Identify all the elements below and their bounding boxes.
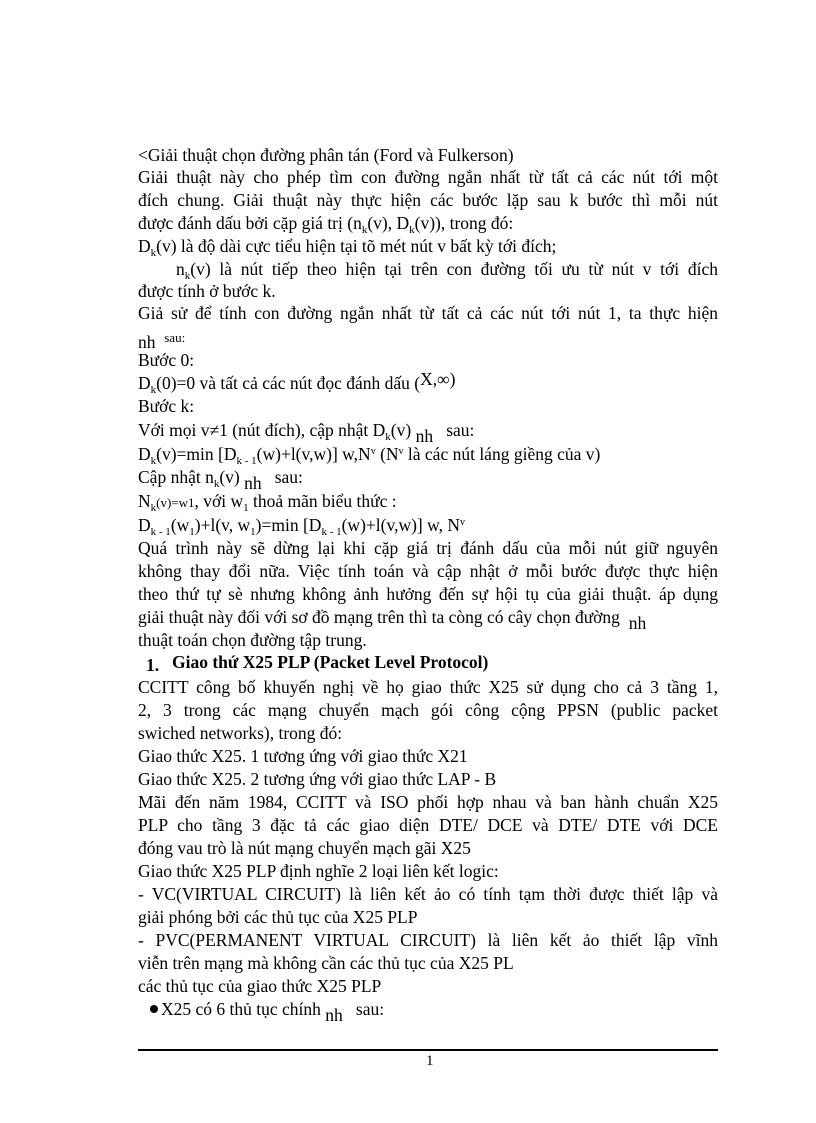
- paragraph-line: đích chung. Giải thuật này thực hiện các bước lặp sau k bước thì mỗi nút: [138, 190, 718, 210]
- bullet-icon: [150, 1005, 158, 1013]
- step-0-equation: $D_k(0)=0$ và tất cả các nút đọc đánh dấu (X,∞): [138, 369, 456, 396]
- paragraph-line: được tính ở bước k.: [138, 281, 276, 301]
- step-0-label: Bước 0:: [138, 350, 195, 370]
- update-n-line: Cập nhật $n_k(v)$ nh sau:: [138, 467, 303, 493]
- paragraph-line: không thay đổi nữa. Việc tính toán và cập nhật ở mỗi bước được thực hiện: [138, 561, 718, 581]
- algorithm-title: <Giải thuật chọn đường phân tán (Ford và Fulkerson): [138, 145, 514, 165]
- paragraph-line: được đánh dấu bởi cặp giá trị ($n_k(v)$, $D_k(v)$), trong đó:: [138, 213, 514, 236]
- vc-line: - VC(VIRTUAL CIRCUIT) là liên kết ảo có tính tạm thời được thiết lập và: [138, 884, 718, 904]
- footer-rule: [138, 1049, 718, 1051]
- pvc-line: các thủ tục của giao thức X25 PLP: [138, 976, 382, 996]
- vc-line: giải phóng bởi các thủ tục của X25 PLP: [138, 907, 418, 927]
- bullet-item: X25 có 6 thủ tục chính nh sau:: [150, 999, 718, 1019]
- paragraph-line: Giả sử để tính con đường ngắn nhất từ tất cả các nút tới nút 1, ta thực hiện: [138, 303, 718, 323]
- paragraph-line: PLP cho tầng 3 đặc tả các giao diện DTE/ DCE và DTE/ DTE với DCE: [138, 815, 718, 835]
- formula-d: $D_k(v)=\min$ $[D_{k - 1}(w)+l(v,w)]$ $w,N^v$ ($N^v$ là các nút láng giềng của v): [138, 444, 601, 467]
- paragraph-line: 2, 3 trong các mạng chuyển mạch gói công cộng PPSN (public packet: [138, 700, 718, 720]
- x25-2-line: Giao thức X25. 2 tương ứng với giao thức LAP - B: [138, 769, 497, 789]
- formula-min: $D_{k - 1}(w_1)+l(v$, $w_1)=\min$ $[D_{k - 1}(w)+l(v,w)]$ w, $N^v$: [138, 515, 466, 538]
- pvc-line: - PVC(PERMANENT VIRTUAL CIRCUIT) là liên kết ảo thiết lập vĩnh: [138, 930, 718, 950]
- paragraph-line: đóng vau trò là nút mạng chuyển mạch gãi X25: [138, 838, 471, 858]
- step-k-label: Bước k:: [138, 396, 195, 416]
- paragraph-line: Giao thức X25 PLP định nghĩe 2 loại liên kết logic:: [138, 861, 499, 881]
- paragraph-line: Quá trình này sẽ dừng lại khi cặp giá trị đánh dấu của mỗi nút giữ nguyên: [138, 538, 718, 558]
- formula-n: $N_k(v)=w1$, với $w_1$ thoả mãn biểu thức :: [138, 491, 397, 514]
- paragraph-line: nh sau:: [138, 330, 186, 352]
- update-d-line: Với mọi v≠1 (nút đích), cập nhật $D_k(v)$ nh sau:: [138, 420, 475, 446]
- definition-d: $D_k(v)$ là độ dài cực tiểu hiện tại tõ mét nút v bất kỳ tới đích;: [138, 236, 557, 259]
- paragraph-line: Giải thuật này cho phép tìm con đường ngắn nhất từ tất cả các nút tới một: [138, 167, 718, 187]
- page-number: 1: [426, 1053, 434, 1069]
- paragraph-line: theo thứ tự sè nhưng không ảnh hưởng đến sự hội tụ của giải thuật. áp dụng: [138, 584, 718, 604]
- definition-n: $n_k(v)$ là nút tiếp theo hiện tại trên con đường tối ưu từ nút v tới đích: [176, 259, 718, 282]
- paragraph-line: Mãi đến năm 1984, CCITT và ISO phối hợp nhau và ban hành chuẩn X25: [138, 792, 718, 812]
- paragraph-line: giải thuật này đối với sơ đồ mạng trên thì ta còng có cây chọn đường nh: [138, 607, 647, 633]
- paragraph-line: thuật toán chọn đường tập trung.: [138, 630, 367, 650]
- section-heading: Giao thứ X25 PLP (Packet Level Protocol): [172, 652, 489, 672]
- section-number: 1.: [146, 655, 160, 675]
- paragraph-line: swiched networks), trong đó:: [138, 723, 343, 743]
- x25-1-line: Giao thức X25. 1 tương ứng với giao thức X21: [138, 746, 468, 766]
- pvc-line: viễn trên mạng mà không cần các thủ tục của X25 PL: [138, 953, 514, 973]
- paragraph-line: CCITT công bố khuyến nghị về họ giao thức X25 sử dụng cho cả 3 tầng 1,: [138, 677, 718, 697]
